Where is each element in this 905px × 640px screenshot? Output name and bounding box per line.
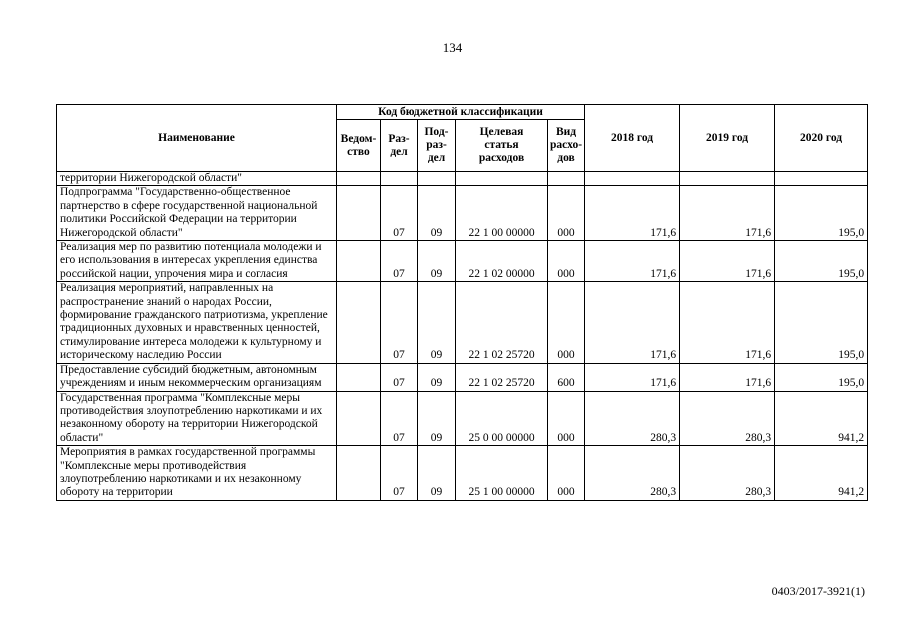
- row-vedomstvo: [337, 186, 381, 241]
- row-2020: 941,2: [775, 391, 868, 446]
- row-2018: 171,6: [585, 241, 680, 282]
- row-celevaya-statya: 22 1 00 00000: [456, 186, 548, 241]
- header-celevaya-statya: Целевая статья расходов: [456, 120, 548, 172]
- page-number: 134: [442, 40, 463, 55]
- row-celevaya-statya: 22 1 02 25720: [456, 363, 548, 391]
- row-podrazdel: 09: [418, 446, 456, 501]
- table-row: [57, 391, 868, 446]
- row-vid-rashodov: 000: [548, 186, 585, 241]
- row-vedomstvo: [337, 282, 381, 363]
- table-row: [57, 186, 868, 241]
- row-razdel: 07: [381, 391, 418, 446]
- header-2018: 2018 год: [585, 105, 680, 172]
- row-2019: 171,6: [680, 282, 775, 363]
- budget-table: [56, 104, 868, 501]
- row-razdel: 07: [381, 241, 418, 282]
- row-vedomstvo: [337, 241, 381, 282]
- row-razdel: 07: [381, 186, 418, 241]
- row-2018: 171,6: [585, 186, 680, 241]
- row-celevaya-statya: 25 1 00 00000: [456, 446, 548, 501]
- table-row: [57, 172, 868, 186]
- row-celevaya-statya: 25 0 00 00000: [456, 391, 548, 446]
- row-2020: 195,0: [775, 363, 868, 391]
- header-vid-rashodov: Вид расхо- дов: [548, 120, 585, 172]
- table-row: [57, 282, 868, 363]
- row-vid-rashodov: 000: [548, 446, 585, 501]
- header-razdel: Раз- дел: [381, 120, 418, 172]
- row-2019: 171,6: [680, 241, 775, 282]
- row-2018: [585, 172, 680, 186]
- row-celevaya-statya: 22 1 02 25720: [456, 282, 548, 363]
- row-2020: [775, 172, 868, 186]
- row-2020: 941,2: [775, 446, 868, 501]
- row-name: Государственная программа "Комплексные меры противодействия злоупотреблению наркотиками и их незаконному обороту на территории Нижегородской области": [57, 391, 337, 446]
- row-2019: 171,6: [680, 363, 775, 391]
- row-name: Мероприятия в рамках государственной программы "Комплексные меры противодействия злоупотреблению наркотиками и их незаконному обороту на территории: [57, 446, 337, 501]
- row-vedomstvo: [337, 363, 381, 391]
- row-name: территории Нижегородской области": [57, 172, 337, 186]
- row-celevaya-statya: 22 1 02 00000: [456, 241, 548, 282]
- header-2020: 2020 год: [775, 105, 868, 172]
- row-2018: 171,6: [585, 282, 680, 363]
- row-razdel: 07: [381, 282, 418, 363]
- row-2020: 195,0: [775, 186, 868, 241]
- table-row: [57, 241, 868, 282]
- row-2018: 280,3: [585, 446, 680, 501]
- row-vid-rashodov: [548, 172, 585, 186]
- row-vid-rashodov: 000: [548, 282, 585, 363]
- row-name: Подпрограмма "Государственно-общественное партнерство в сфере государственной национальной политики Российской Федерации на территории Нижегородской области": [57, 186, 337, 241]
- header-naimenovanie: Наименование: [57, 105, 337, 172]
- row-podrazdel: 09: [418, 391, 456, 446]
- row-podrazdel: 09: [418, 241, 456, 282]
- row-2020: 195,0: [775, 282, 868, 363]
- row-podrazdel: 09: [418, 282, 456, 363]
- header-vedomstvo: Ведом- ство: [337, 120, 381, 172]
- row-celevaya-statya: [456, 172, 548, 186]
- row-2019: 280,3: [680, 391, 775, 446]
- table-row: [57, 446, 868, 501]
- row-vid-rashodov: 000: [548, 241, 585, 282]
- row-razdel: [381, 172, 418, 186]
- row-vid-rashodov: 600: [548, 363, 585, 391]
- row-name: Реализация мер по развитию потенциала молодежи и его использования в интересах укрепления единства российской нации, упрочения мира и согласия: [57, 241, 337, 282]
- row-razdel: 07: [381, 363, 418, 391]
- row-vedomstvo: [337, 172, 381, 186]
- header-kbk: Код бюджетной классификации: [337, 105, 585, 120]
- row-name: Реализация мероприятий, направленных на распространение знаний о народах России, формирование гражданского патриотизма, укрепление традиционных духовных и нравственных ценностей, стимулирование интереса молодежи к культурному и историческому наследию России: [57, 282, 337, 363]
- document-code: 0403/2017-3921(1): [771, 584, 865, 598]
- row-vid-rashodov: 000: [548, 391, 585, 446]
- row-podrazdel: 09: [418, 363, 456, 391]
- row-podrazdel: [418, 172, 456, 186]
- row-razdel: 07: [381, 446, 418, 501]
- row-2018: 171,6: [585, 363, 680, 391]
- row-2020: 195,0: [775, 241, 868, 282]
- header-podrazdel: Под- раз- дел: [418, 120, 456, 172]
- table-row: [57, 363, 868, 391]
- row-name: Предоставление субсидий бюджетным, автономным учреждениям и иным некоммерческим организациям: [57, 363, 337, 391]
- row-2018: 280,3: [585, 391, 680, 446]
- header-2019: 2019 год: [680, 105, 775, 172]
- row-2019: [680, 172, 775, 186]
- row-podrazdel: 09: [418, 186, 456, 241]
- row-2019: 171,6: [680, 186, 775, 241]
- row-2019: 280,3: [680, 446, 775, 501]
- row-vedomstvo: [337, 446, 381, 501]
- row-vedomstvo: [337, 391, 381, 446]
